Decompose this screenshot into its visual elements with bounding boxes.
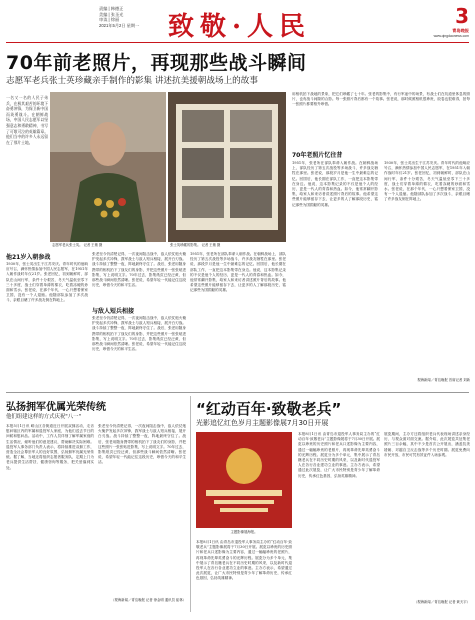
exhibition-poster-caption: 主题影像展海报。: [230, 530, 258, 534]
story3-body-col2: 本报8月1日讯 由青岛市退役军人事务局主办的“红动百年·致敬老兵”主题影像展将于7月30日开展。展览以珍贵的历史照片和老兵口述影像为主要内容，通过一幅幅珍贵的老照片，再现革命先辈英勇奋斗的光辉历程。展览分为多个单元，集中展示了青岛籍老兵在不同历史时期的风采，以及新时代退役军人在各行各业建功立业的事迹。主办方表示，希望通过此次展览，让广大市民特别是青少年了解革命历史，传承红色基因，弘扬英雄精神。: [298, 432, 380, 478]
section3-heading: 70年老照片忆往昔: [292, 152, 343, 159]
veteran-photo-caption: 志愿军老兵张士英。 记者 王敏 摄: [52, 243, 103, 247]
lead-byline: 观海新闻／青岛晚报 首席记者 刘新: [417, 378, 470, 382]
header-rule: [6, 42, 469, 43]
lead-headline: 70年前老照片，再现那些战斗瞬间: [6, 52, 307, 74]
page-number: 3: [455, 4, 469, 28]
story3-body-col3: 展览期间，主办方还将组织老兵代表现场讲述亲身经历，与观众面对面交流。据介绍，此次展览共征集老照片三百余幅，其中不少是首次公开展出，涵盖抗美援朝、对越自卫反击战等多个历史时期。展览免费向市民开放，市民可凭有效证件入场参观。: [384, 432, 470, 457]
designer-credit: 美编 | 张圣光: [99, 11, 124, 17]
album-photo-caption: 张士英珍藏的影集。 记者 王敏 摄: [170, 243, 221, 247]
paper-name: 青岛晚报: [452, 28, 469, 33]
paper-url: www.qingdaonews.com: [433, 33, 469, 38]
lead-bottom-rule: [6, 392, 469, 393]
section3-body-cont: 1930年，张士英出生于江苏安庆。青年时代的他响应号召，满怀热情参加中国人民志愿军，在1951年入朝作战时年仅21岁。张老回忆，初到朝鲜时，部队在山间行军，条件十分艰苦，冬天气温低至零下三十多度，战士们穿着单薄的棉衣，吃着冻硬的炒面和雪水。张老说，在那个年代，一心只想着保家卫国，没有一个人退缩。他随部队参加了多次战斗，亲眼目睹了许多战友倒在阵地上。: [384, 161, 470, 202]
paper-brand: [405, 4, 469, 39]
exhibition-poster: [196, 432, 292, 528]
lead-subheadline: 志愿军老兵张士英珍藏亲手制作的影集 讲述抗美援朝战场上的故事: [6, 76, 258, 86]
section1-body: 1930年，张士英出生于江苏安庆。青年时代的他响应号召，满怀热情参加中国人民志愿军，在1951年入朝作战时年仅21岁。张老回忆，初到朝鲜时，部队在山间行军，条件十分艰苦，冬天气温低至零下三十多度，战士们穿着单薄的棉衣，吃着冻硬的炒面和雪水。张老说，在那个年代，一心只想着保家卫国，没有一个人退缩。他随部队参加了多次战斗，亲眼目睹了许多战友倒在阵地上。: [6, 262, 88, 303]
column-divider: [190, 396, 191, 612]
story2-byline: （观海新闻／青岛晚报 记者 徐金明 通讯员 崔林）: [111, 598, 186, 602]
proofreader-credit: 审读 | 徐丽: [99, 17, 120, 23]
lead-right-text: 用相机拍下战地的景象，把它们珍藏了七十年。张老的影集中，有行军途中的场景，有战士们在坑道里休息的照片，也有战斗间隙的合影。每一张照片背后都有一个故事。张老说，那时候照相机很珍贵，胶卷也很难得，拍每一张照片都要格外珍惜。: [292, 92, 470, 107]
story2-subheadline: 他们组建这样的方式庆祝"八一": [6, 414, 82, 420]
lead-middle-text: 1951年，张老所在部队奉命入朝作战。在朝鲜战场上，部队经历了第五次战役等多场战斗，许多战友牺牲在那里。张老说，那段岁月是他一生中最难忘的记忆。回国后，他长期在部队工作，一直把这本影集带在身边。他说，这本影集记录的不仅是他个人的经历，更是一代人的青春和热血。如今，他常常翻开影集，给家人和来访者讲述照片背后的故事。他希望这些照片能够留存下去，让更多的人了解那段历史，铭记那些为国捐躯的英雄。: [190, 252, 286, 293]
story3-subheadline: 光影追忆红色岁月主题影像展7月30日开展: [196, 419, 329, 427]
section-banner: 致敬·人民: [168, 12, 312, 42]
story3-body-col1: 本报8月1日讯 由青岛市退役军人事务局主办的“红动百年·致敬老兵”主题影像展将于7月30日开展。展览以珍贵的历史照片和老兵口述影像为主要内容，通过一幅幅珍贵的老照片，再现革命先辈英勇奋斗的光辉历程。展览分为多个单元，集中展示了青岛籍老兵在不同历史时期的风采，以及新时代退役军人在各行各业建功立业的事迹。主办方表示，希望通过此次展览，让广大市民特别是青少年了解革命历史，传承红色基因，弘扬英雄精神。: [196, 540, 292, 581]
issue-date: 2021年5月2日 星期一: [99, 22, 140, 28]
story3-byline: （观海新闻／青岛晚报 记者 黄天宇）: [413, 600, 470, 604]
lead-intro: 一名又一名的人民子弟兵，在极其艰苦的环境下奋勇冲锋，为保卫新中国而英勇战斗。在朝鲜战场，中国人民志愿军以坚强意志和勇敢精神，书写了可歌可泣的英雄篇章。他们当中的许多人永远留在了那片土地。: [6, 95, 48, 145]
masthead-meta: [99, 6, 169, 28]
story3-headline: “红动百年·致敬老兵”: [196, 400, 342, 418]
veteran-photo: [50, 92, 166, 242]
story2-body-col2: 张老至今仍清楚记得，一次夜间阻击战中，敌人依仗炮火掩护发起多次冲锋，我军战士与敌人短兵相接，展开白刃战。战斗持续了整整一夜，阵地最终守住了。战后，张老用随身携带的相机拍下了战友们的身影，并把这些照片一张张贴进影集，写上说明文字。70年过去，影集纸页已经泛黄，但那些战斗瞬间依然清晰。张老说，希望年轻一代能记住这段历史，珍惜今天的和平生活。: [98, 424, 186, 465]
section2-body: 张老至今仍清楚记得，一次夜间阻击战中，敌人依仗炮火掩护发起多次冲锋，我军战士与敌人短兵相接，展开白刃战。战斗持续了整整一夜，阵地最终守住了。战后，张老用随身携带的相机拍下了战友们的身影，并把这些照片一张张贴进影集，写上说明文字。70年过去，影集纸页已经泛黄，但那些战斗瞬间依然清晰。张老说，希望年轻一代能记住这段历史，珍惜今天的和平生活。: [92, 316, 186, 352]
album-photo: [168, 92, 286, 242]
section2-lead: 张老至今仍清楚记得，一次夜间阻击战中，敌人依仗炮火掩护发起多次冲锋，我军战士与敌人短兵相接，展开白刃战。战斗持续了整整一夜，阵地最终守住了。战后，张老用随身携带的相机拍下了战友们的身影，并把这些照片一张张贴进影集，写上说明文字。70年过去，影集纸页已经泛黄，但那些战斗瞬间依然清晰。张老说，希望年轻一代能记住这段历史，珍惜今天的和平生活。: [92, 252, 186, 288]
section3-body: 1951年，张老所在部队奉命入朝作战。在朝鲜战场上，部队经历了第五次战役等多场战斗，许多战友牺牲在那里。张老说，那段岁月是他一生中最难忘的记忆。回国后，他长期在部队工作，一直把这本影集带在身边。他说，这本影集记录的不仅是他个人的经历，更是一代人的青春和热血。如今，他常常翻开影集，给家人和来访者讲述照片背后的故事。他希望这些照片能够留存下去，让更多的人了解那段历史，铭记那些为国捐躯的英雄。: [292, 161, 378, 207]
section1-heading: 他21岁入朝参战: [6, 254, 51, 261]
story2-headline: 弘扬拥军优属光荣传统: [6, 402, 106, 413]
story2-body-col1: 本报5月1日讯 崂山区各街道近日开展双拥活动，走访慰问辖区内的军属和退役军人家庭，为他们送去节日的问候和慰问品。活动中，工作人员详细了解军属家庭的生活情况，倾听他们的意见建议，帮助解决实际困难。退役军人事务部门负责人表示，将持续推进双拥工作，营造全社会尊崇军人的良好氛围，弘扬拥军优属光荣传统。据了解，当地还将组织志愿者服务队，定期上门为老兵提供生活帮扶、健康咨询等服务，把关爱落到实处。: [6, 424, 94, 470]
section2-heading: 与敌人短兵相接: [92, 308, 135, 315]
editor-credit: 责编 | 韩德正: [99, 6, 124, 11]
